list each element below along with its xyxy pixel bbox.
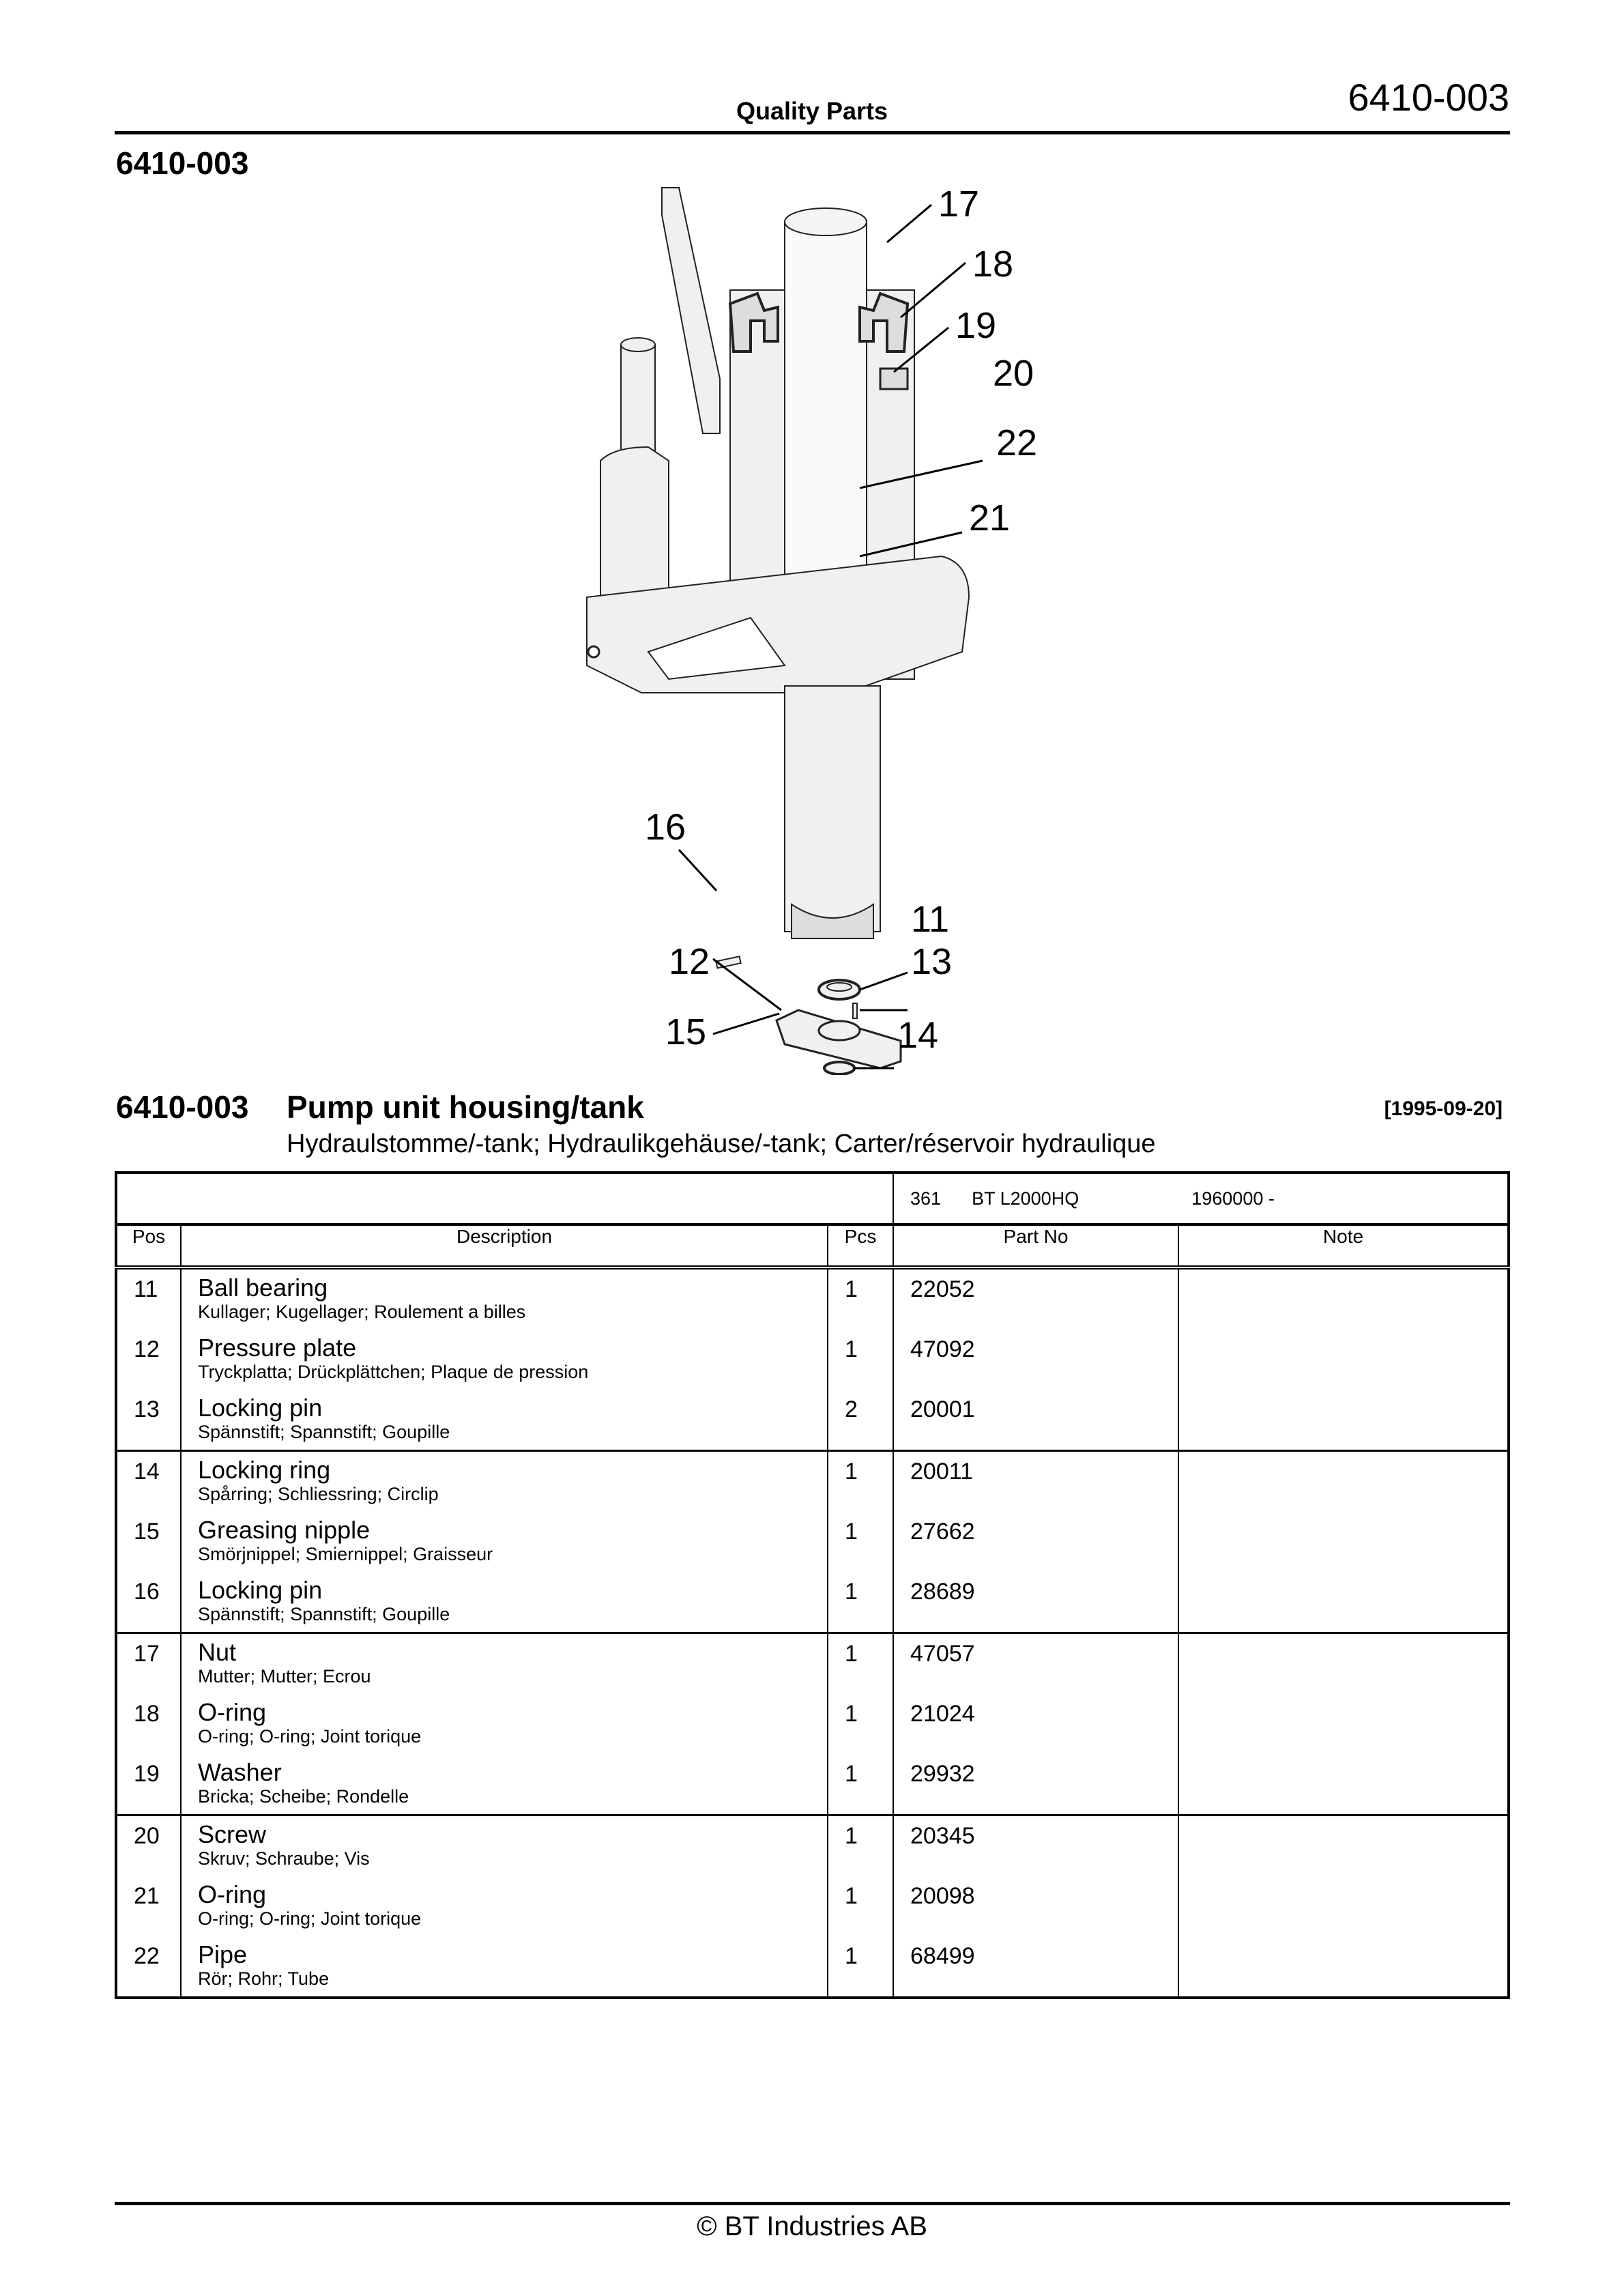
col-note [1178,1451,1509,1633]
callout-20: 20 [993,353,1034,394]
part-pos: 14 [134,1459,160,1484]
part-pos: 21 [134,1883,160,1909]
part-note [1179,1936,1507,1996]
part-name: Nut [198,1638,237,1666]
callout-14: 14 [897,1015,939,1056]
part-translations: O-ring; O-ring; Joint torique [198,1726,422,1747]
col-part-no [893,1816,1178,1998]
part-pos: 12 [134,1336,160,1362]
part-part-no: 20098 [910,1883,975,1909]
footer-divider [115,2202,1510,2205]
part-description [182,1269,827,1330]
part-translations: O-ring; O-ring; Joint torique [198,1908,422,1929]
part-name: Locking ring [198,1456,331,1484]
callout-12: 12 [669,941,710,982]
col-note [1178,1816,1509,1998]
part-name: Greasing nipple [198,1516,371,1544]
part-name: Screw [198,1820,267,1848]
col-header-note: Note [1178,1224,1509,1267]
part-pcs: 1 [845,1641,858,1667]
part-group [116,1633,1509,1816]
part-pcs: 1 [845,1579,858,1605]
part-name: O-ring [198,1698,267,1726]
lever [662,188,720,433]
part-pos: 15 [134,1519,160,1545]
part-pcs: 1 [845,1883,858,1909]
assembly-code: 6410-003 [116,1089,249,1125]
piston [785,222,867,590]
part-note [1179,1269,1507,1330]
part-note [1179,1390,1507,1450]
col-desc [181,1451,828,1633]
col-desc [181,1816,828,1998]
col-pos [116,1451,181,1633]
part-translations: Bricka; Scheibe; Rondelle [198,1786,409,1807]
col-part-no [893,1633,1178,1816]
part-pos: 16 [134,1579,160,1605]
part-name: Pipe [198,1940,248,1968]
parts-table [115,1171,1510,1999]
part-translations: Mutter; Mutter; Ecrou [198,1666,371,1687]
col-header-part-no: Part No [893,1224,1178,1267]
callout-15: 15 [665,1011,707,1052]
part-part-no: 68499 [910,1943,975,1969]
part-description [182,1634,827,1694]
part-pos: 13 [134,1396,160,1422]
part-pcs: 1 [845,1761,858,1787]
model-serial: 1960000 - [1191,1188,1275,1209]
part-pos: 22 [134,1943,160,1969]
col-desc [181,1267,828,1451]
part-translations: Kullager; Kugellager; Roulement a billes [198,1302,526,1322]
callout-16: 16 [645,807,686,848]
col-pcs [828,1633,893,1816]
col-desc [181,1633,828,1816]
part-pos: 19 [134,1761,160,1787]
part-translations: Spännstift; Spannstift; Goupille [198,1422,450,1442]
model-row [116,1173,1509,1224]
callout-18: 18 [972,244,1014,285]
part-name: O-ring [198,1880,267,1908]
col-pos [116,1816,181,1998]
part-note [1179,1634,1507,1694]
col-pcs [828,1816,893,1998]
part-pos: 18 [134,1701,160,1727]
table-header [116,1224,1509,1267]
part-name: Washer [198,1758,282,1786]
col-header-pos: Pos [116,1224,181,1267]
part-description [182,1876,827,1936]
part-part-no: 20345 [910,1823,975,1849]
header-page-code: 6410-003 [1348,76,1509,119]
callout-11: 11 [911,899,950,940]
part-group [116,1816,1509,1998]
assembly-date: [1995-09-20] [1384,1097,1503,1120]
part-description [182,1572,827,1632]
part-part-no: 29932 [910,1761,975,1787]
part-translations: Rör; Rohr; Tube [198,1968,330,1989]
model-code: 361 [910,1188,942,1209]
callout-21: 21 [969,498,1011,539]
part-note [1179,1816,1507,1876]
part-part-no: 47057 [910,1641,975,1667]
callout-22: 22 [996,422,1038,463]
col-pcs [828,1267,893,1451]
part-part-no: 47092 [910,1336,975,1362]
col-pos [116,1633,181,1816]
footer-copyright: © BT Industries AB [697,2211,927,2241]
part-description [182,1512,827,1572]
part-pcs: 1 [845,1519,858,1545]
part-note [1179,1452,1507,1512]
part-translations: Smörjnippel; Smiernippel; Graisseur [198,1544,493,1564]
part-description [182,1330,827,1390]
col-note [1178,1633,1509,1816]
part-description [182,1936,827,1996]
part-pcs: 2 [845,1396,858,1422]
part-pcs: 1 [845,1943,858,1969]
col-part-no [893,1267,1178,1451]
tank [785,686,880,932]
locking-pin-part-16 [716,956,740,968]
part-part-no: 21024 [910,1701,975,1727]
part-pcs: 1 [845,1276,858,1302]
part-note [1179,1572,1507,1632]
part-description [182,1754,827,1814]
part-name: Pressure plate [198,1334,357,1362]
part-group [116,1267,1509,1451]
col-pos [116,1267,181,1451]
part-group [116,1451,1509,1633]
col-header-description: Description [181,1224,828,1267]
col-note [1178,1267,1509,1451]
part-pcs: 1 [845,1336,858,1362]
part-pcs: 1 [845,1823,858,1849]
part-pos: 20 [134,1823,160,1849]
part-name: Locking pin [198,1576,323,1604]
part-translations: Spårring; Schliessring; Circlip [198,1484,439,1504]
callout-17: 17 [938,184,980,225]
callout-13: 13 [911,941,953,982]
part-part-no: 28689 [910,1579,975,1605]
part-description [182,1452,827,1512]
assembly-title: Pump unit housing/tank [287,1089,644,1125]
col-part-no [893,1451,1178,1633]
part-translations: Spännstift; Spannstift; Goupille [198,1604,450,1624]
col-pcs [828,1451,893,1633]
part-description [182,1816,827,1876]
header-title: Quality Parts [736,97,888,125]
part-name: Ball bearing [198,1274,328,1302]
locking-pin-part-13 [853,1003,857,1018]
part-translations: Skruv; Schraube; Vis [198,1848,370,1869]
assembly-translations: Hydraulstomme/-tank; Hydraulikgehäuse/-tank; Carter/réservoir hydraulique [287,1130,1156,1158]
part-note [1179,1330,1507,1390]
locking-ring-part-14 [824,1062,854,1074]
part-part-no: 22052 [910,1276,975,1302]
col-header-pcs: Pcs [828,1224,893,1267]
part-pos: 17 [134,1641,160,1667]
part-pos: 11 [134,1276,158,1302]
part-description [182,1694,827,1754]
part-part-no: 20011 [910,1459,974,1484]
part-note [1179,1512,1507,1572]
section-code: 6410-003 [116,145,249,181]
callout-19: 19 [955,305,997,346]
part-part-no: 20001 [910,1396,975,1422]
model-name: BT L2000HQ [972,1188,1079,1209]
part-note [1179,1754,1507,1814]
part-pcs: 1 [845,1701,858,1727]
part-translations: Tryckplatta; Drückplättchen; Plaque de pression [198,1362,589,1382]
part-note [1179,1876,1507,1936]
part-pcs: 1 [845,1459,858,1484]
header-divider [115,131,1510,134]
part-name: Locking pin [198,1394,323,1422]
exploded-parts-drawing [560,174,1078,1075]
part-part-no: 27662 [910,1519,975,1545]
part-description [182,1390,827,1450]
part-note [1179,1694,1507,1754]
